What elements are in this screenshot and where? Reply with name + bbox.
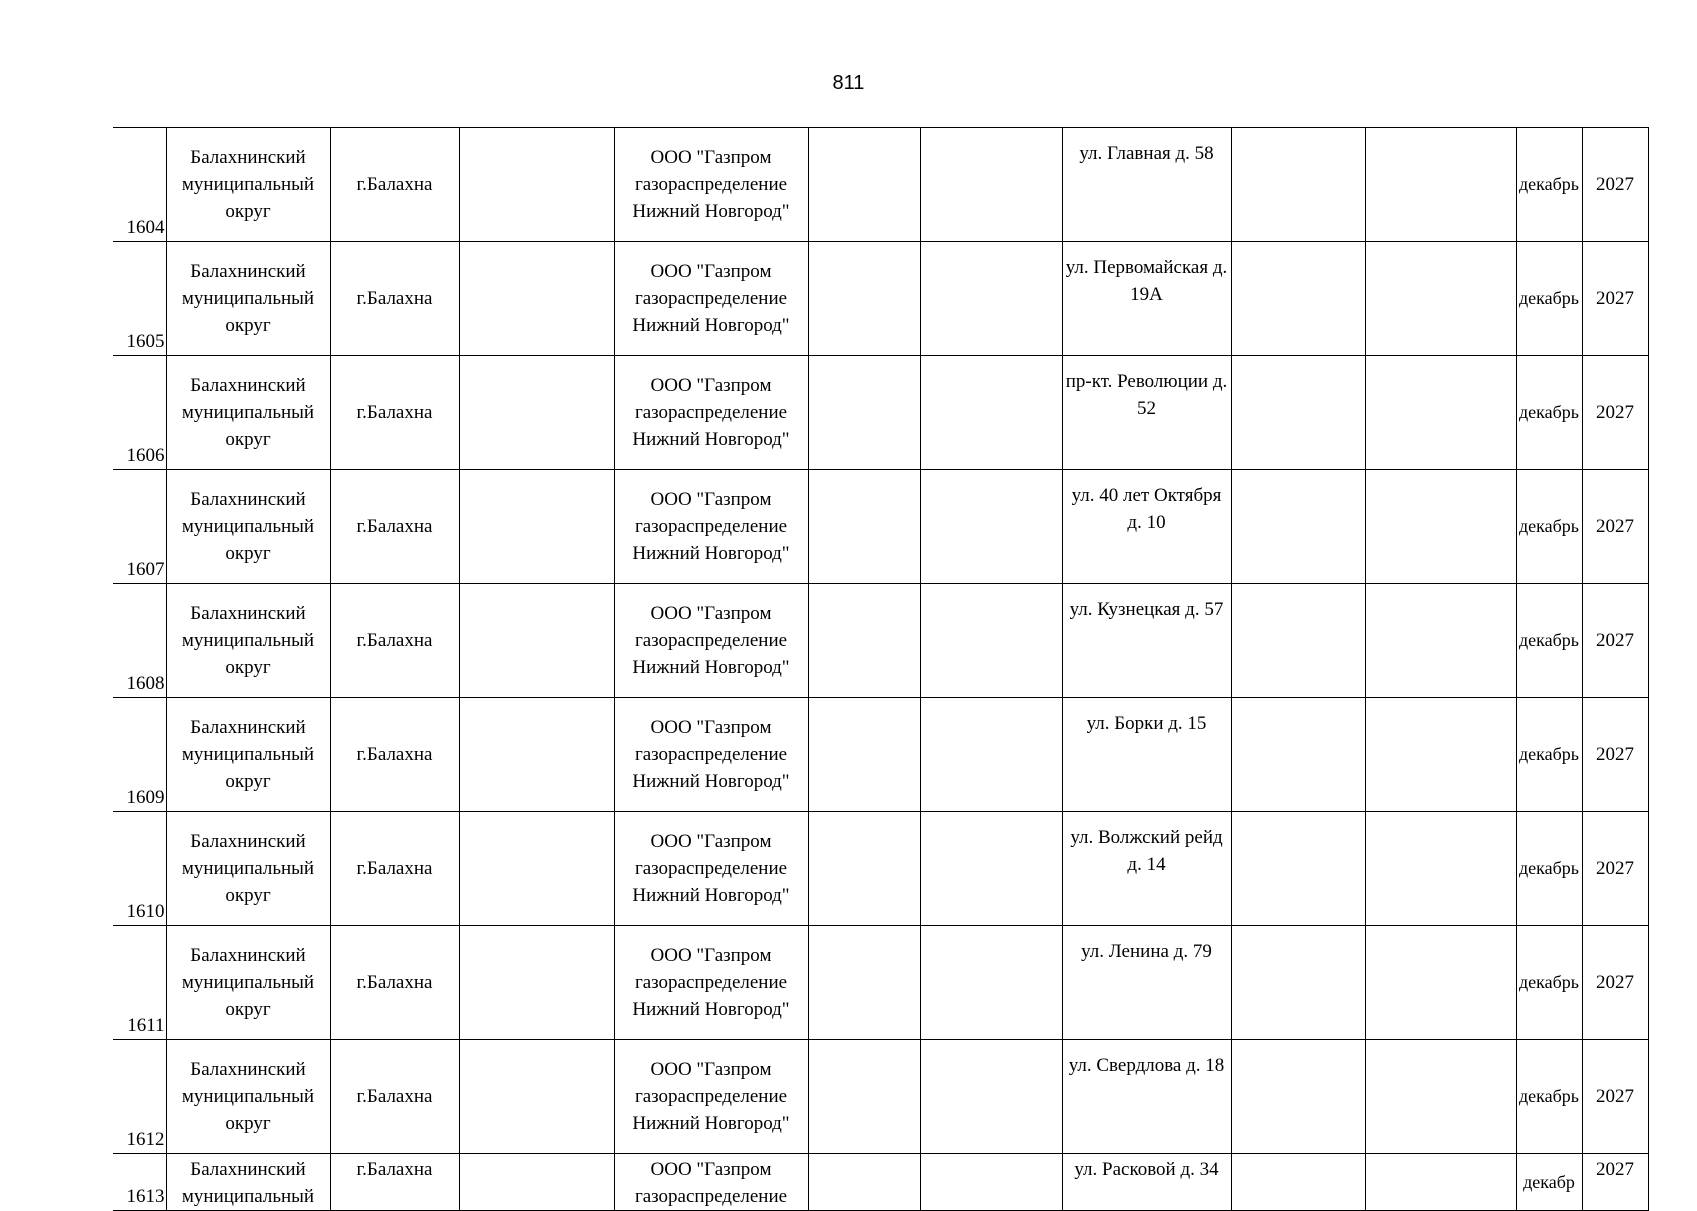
- empty-cell: [920, 1040, 1062, 1154]
- locality-cell: г.Балахна: [330, 356, 459, 470]
- table-row: [113, 698, 1648, 812]
- year-cell: 2027: [1582, 812, 1648, 926]
- empty-cell: [1365, 1040, 1516, 1154]
- organization-cell: ООО "Газпром газораспределение Нижний Новгород": [614, 242, 808, 356]
- table-row: [113, 584, 1648, 698]
- locality-cell: г.Балахна: [330, 128, 459, 242]
- empty-cell: [1231, 926, 1365, 1040]
- empty-cell: [808, 128, 920, 242]
- year-cell: 2027: [1582, 1040, 1648, 1154]
- district-cell: Балахнинский муниципальный округ: [166, 584, 330, 698]
- year-cell: 2027: [1582, 584, 1648, 698]
- row-number-cell: 1613: [113, 1154, 166, 1211]
- registry-table: [113, 127, 1649, 1211]
- empty-cell: [1231, 698, 1365, 812]
- empty-cell: [459, 1040, 614, 1154]
- organization-cell: ООО "Газпром газораспределение Нижний Новгород": [614, 1040, 808, 1154]
- empty-cell: [808, 926, 920, 1040]
- organization-cell: ООО "Газпром газораспределение Нижний Новгород": [614, 470, 808, 584]
- organization-cell: ООО "Газпром газораспределение Нижний Новгород": [614, 812, 808, 926]
- locality-cell: г.Балахна: [330, 812, 459, 926]
- address-cell: ул. Кузнецкая д. 57: [1062, 584, 1231, 698]
- empty-cell: [1231, 242, 1365, 356]
- year-cell: 2027: [1582, 926, 1648, 1040]
- address-cell: ул. Первомайская д. 19А: [1062, 242, 1231, 356]
- address-cell: ул. Главная д. 58: [1062, 128, 1231, 242]
- empty-cell: [920, 356, 1062, 470]
- district-cell: Балахнинский муниципальный округ: [166, 128, 330, 242]
- district-cell: Балахнинский муниципальный округ: [166, 698, 330, 812]
- row-number-cell: 1605: [113, 242, 166, 356]
- empty-cell: [459, 812, 614, 926]
- empty-cell: [808, 470, 920, 584]
- month-cell: декабрь: [1516, 698, 1582, 812]
- empty-cell: [1231, 812, 1365, 926]
- empty-cell: [1365, 926, 1516, 1040]
- empty-cell: [920, 812, 1062, 926]
- address-cell: ул. Свердлова д. 18: [1062, 1040, 1231, 1154]
- empty-cell: [459, 926, 614, 1040]
- empty-cell: [808, 812, 920, 926]
- empty-cell: [1231, 1040, 1365, 1154]
- empty-cell: [920, 128, 1062, 242]
- empty-cell: [459, 584, 614, 698]
- locality-cell: г.Балахна: [330, 698, 459, 812]
- empty-cell: [1365, 1154, 1516, 1211]
- empty-cell: [1231, 470, 1365, 584]
- row-number-cell: 1606: [113, 356, 166, 470]
- table-row: [113, 926, 1648, 1040]
- table-row: [113, 812, 1648, 926]
- empty-cell: [920, 470, 1062, 584]
- row-number-cell: 1608: [113, 584, 166, 698]
- empty-cell: [1231, 1154, 1365, 1211]
- district-cell: Балахнинский муниципальный округ: [166, 470, 330, 584]
- district-cell: Балахнинский муниципальный округ: [166, 1040, 330, 1154]
- empty-cell: [459, 470, 614, 584]
- month-cell: декабрь: [1516, 128, 1582, 242]
- year-cell: 2027: [1582, 470, 1648, 584]
- district-cell: Балахнинский муниципальный округ: [166, 926, 330, 1040]
- address-cell: пр-кт. Революции д. 52: [1062, 356, 1231, 470]
- address-cell: ул. Волжский рейд д. 14: [1062, 812, 1231, 926]
- year-cell: 2027: [1582, 356, 1648, 470]
- organization-cell: ООО "Газпром газораспределение Нижний Новгород": [614, 356, 808, 470]
- year-cell: 2027: [1582, 698, 1648, 812]
- locality-cell: г.Балахна: [330, 1040, 459, 1154]
- month-cell: декабрь: [1516, 812, 1582, 926]
- table-row: [113, 356, 1648, 470]
- empty-cell: [920, 698, 1062, 812]
- locality-cell: г.Балахна: [330, 584, 459, 698]
- table-row: [113, 1040, 1648, 1154]
- empty-cell: [808, 356, 920, 470]
- empty-cell: [808, 698, 920, 812]
- locality-cell: г.Балахна: [330, 242, 459, 356]
- empty-cell: [1365, 584, 1516, 698]
- table-row: [113, 242, 1648, 356]
- empty-cell: [459, 1154, 614, 1211]
- empty-cell: [1231, 356, 1365, 470]
- month-cell: декабрь: [1516, 584, 1582, 698]
- empty-cell: [920, 584, 1062, 698]
- empty-cell: [459, 242, 614, 356]
- month-cell: декабр: [1516, 1154, 1582, 1211]
- organization-cell: ООО "Газпром газораспределение: [614, 1154, 808, 1211]
- table-row: [113, 128, 1648, 242]
- empty-cell: [1231, 584, 1365, 698]
- empty-cell: [1365, 470, 1516, 584]
- row-number-cell: 1610: [113, 812, 166, 926]
- empty-cell: [920, 926, 1062, 1040]
- empty-cell: [459, 128, 614, 242]
- organization-cell: ООО "Газпром газораспределение Нижний Новгород": [614, 926, 808, 1040]
- empty-cell: [1365, 812, 1516, 926]
- district-cell: Балахнинский муниципальный округ: [166, 356, 330, 470]
- address-cell: ул. Борки д. 15: [1062, 698, 1231, 812]
- empty-cell: [1365, 356, 1516, 470]
- row-number-cell: 1607: [113, 470, 166, 584]
- table-row: [113, 1154, 1648, 1211]
- empty-cell: [459, 356, 614, 470]
- empty-cell: [808, 584, 920, 698]
- month-cell: декабрь: [1516, 242, 1582, 356]
- year-cell: 2027: [1582, 1154, 1648, 1211]
- empty-cell: [808, 1040, 920, 1154]
- empty-cell: [1365, 242, 1516, 356]
- empty-cell: [1365, 698, 1516, 812]
- district-cell: Балахнинский муниципальный: [166, 1154, 330, 1211]
- row-number-cell: 1611: [113, 926, 166, 1040]
- empty-cell: [920, 1154, 1062, 1211]
- month-cell: декабрь: [1516, 1040, 1582, 1154]
- month-cell: декабрь: [1516, 356, 1582, 470]
- address-cell: ул. Расковой д. 34: [1062, 1154, 1231, 1211]
- table-row: [113, 470, 1648, 584]
- row-number-cell: 1604: [113, 128, 166, 242]
- locality-cell: г.Балахна: [330, 1154, 459, 1211]
- row-number-cell: 1612: [113, 1040, 166, 1154]
- organization-cell: ООО "Газпром газораспределение Нижний Новгород": [614, 584, 808, 698]
- organization-cell: ООО "Газпром газораспределение Нижний Новгород": [614, 698, 808, 812]
- row-number-cell: 1609: [113, 698, 166, 812]
- empty-cell: [1365, 128, 1516, 242]
- month-cell: декабрь: [1516, 470, 1582, 584]
- page-number: 811: [832, 72, 865, 94]
- year-cell: 2027: [1582, 242, 1648, 356]
- empty-cell: [459, 698, 614, 812]
- month-cell: декабрь: [1516, 926, 1582, 1040]
- organization-cell: ООО "Газпром газораспределение Нижний Новгород": [614, 128, 808, 242]
- table-body: [113, 128, 1648, 1211]
- empty-cell: [808, 1154, 920, 1211]
- empty-cell: [1231, 128, 1365, 242]
- empty-cell: [920, 242, 1062, 356]
- locality-cell: г.Балахна: [330, 926, 459, 1040]
- address-cell: ул. Ленина д. 79: [1062, 926, 1231, 1040]
- locality-cell: г.Балахна: [330, 470, 459, 584]
- empty-cell: [808, 242, 920, 356]
- year-cell: 2027: [1582, 128, 1648, 242]
- district-cell: Балахнинский муниципальный округ: [166, 242, 330, 356]
- address-cell: ул. 40 лет Октября д. 10: [1062, 470, 1231, 584]
- district-cell: Балахнинский муниципальный округ: [166, 812, 330, 926]
